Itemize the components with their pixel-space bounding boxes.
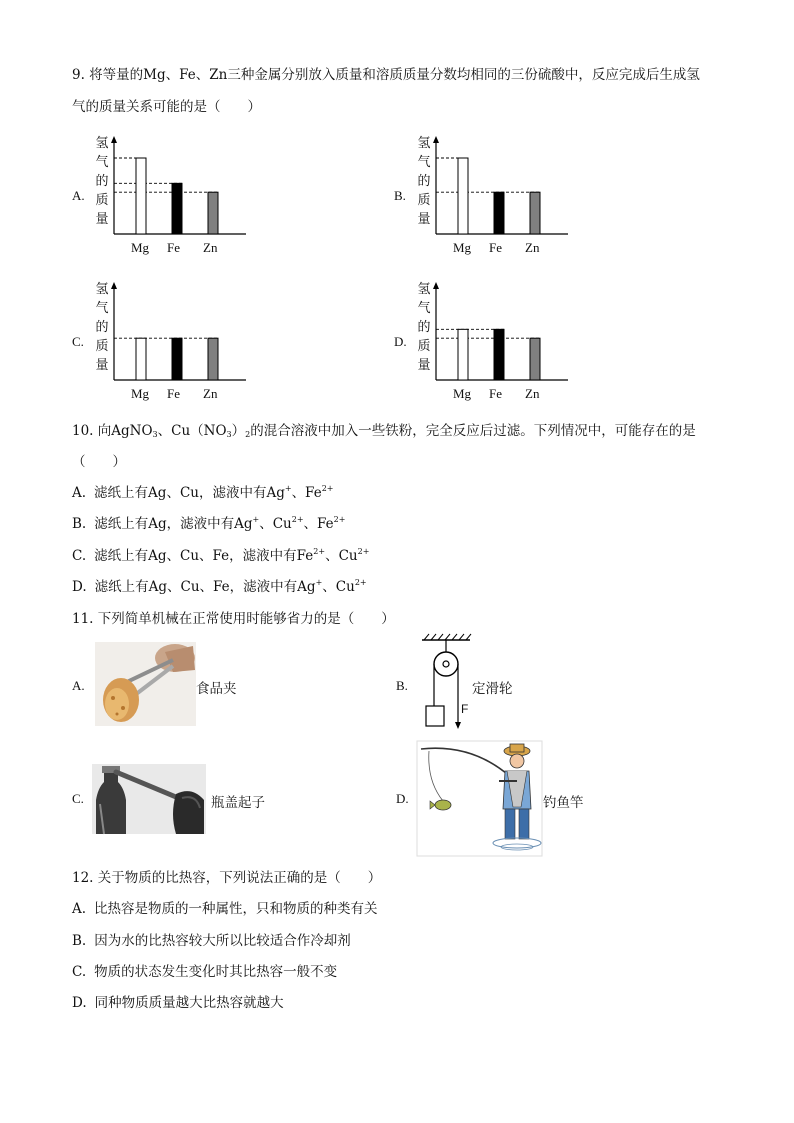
- y-axis-label-char: 氢: [417, 282, 431, 297]
- q9-bar-chart-d: [394, 274, 574, 384]
- y-axis-label-char: 的: [417, 174, 431, 189]
- q11-option-a-letter: A.: [72, 678, 85, 693]
- bar-fe: [172, 338, 182, 380]
- y-axis-arrow: [111, 136, 117, 143]
- q9-bar-chart-a: [72, 128, 252, 238]
- x-axis-label-zn: Zn: [203, 240, 218, 255]
- q9-option-a-letter: A.: [72, 188, 85, 203]
- q9-bar-chart-b: [394, 128, 574, 238]
- fishing-rod-icon[interactable]: [417, 741, 542, 856]
- x-axis-label-zn: Zn: [525, 386, 540, 401]
- q11-option-c-letter: C.: [72, 791, 84, 806]
- q9-option-c-letter: C.: [72, 334, 84, 349]
- bar-zn: [208, 338, 218, 380]
- q11-stem: 11. 下列简单机械在正常使用时能够省力的是（ ）: [72, 611, 395, 627]
- q12-option-b[interactable]: B. 因为水的比热容较大所以比较适合作冷却剂: [72, 933, 351, 949]
- q11-option-c-label: 瓶盖起子: [211, 795, 265, 811]
- bar-zn: [530, 192, 540, 234]
- q9-option-b-chart[interactable]: [394, 128, 574, 263]
- q12-option-c[interactable]: C. 物质的状态发生变化时其比热容一般不变: [72, 964, 338, 980]
- y-axis-label-char: 质: [417, 193, 431, 208]
- q12-stem: 12. 关于物质的比热容，下列说法正确的是（ ）: [72, 870, 382, 886]
- q10-stem-line2: （ ）: [72, 454, 126, 470]
- bar-zn: [530, 338, 540, 380]
- q11-option-a-label: 食品夹: [196, 681, 237, 697]
- y-axis-label-char: 质: [95, 339, 109, 354]
- bar-zn: [208, 192, 218, 234]
- y-axis-arrow: [433, 282, 439, 289]
- x-axis-label-mg: Mg: [453, 386, 472, 401]
- x-axis-label-zn: Zn: [203, 386, 218, 401]
- bottle-opener-icon[interactable]: [92, 764, 206, 834]
- x-axis-label-zn: Zn: [525, 240, 540, 255]
- y-axis-label-char: 的: [95, 174, 109, 189]
- y-axis-label-char: 氢: [417, 136, 431, 151]
- y-axis-label-char: 质: [95, 193, 109, 208]
- q10-option-b[interactable]: B. 滤纸上有Ag，滤液中有Ag+、$Cu^{2+}$、$Fe^{2+}$: [72, 515, 346, 532]
- x-axis-label-fe: Fe: [489, 386, 502, 401]
- q9-option-a-chart[interactable]: [72, 128, 252, 263]
- y-axis-arrow: [111, 282, 117, 289]
- y-axis-label-char: 气: [95, 301, 109, 316]
- q9-option-b-letter: B.: [394, 188, 406, 203]
- bar-mg: [136, 158, 146, 234]
- y-axis-label-char: 的: [417, 320, 431, 335]
- q11-option-b-label: 定滑轮: [472, 681, 513, 697]
- bar-fe: [494, 192, 504, 234]
- x-axis-label-mg: Mg: [131, 240, 150, 255]
- force-label-f: F: [461, 702, 469, 716]
- q11-option-d-label: 钓鱼竿: [543, 795, 584, 811]
- q10-option-a[interactable]: A. 滤纸上有Ag、Cu，滤液中有Ag+、$Fe^{2+}$: [72, 484, 334, 501]
- y-axis-label-char: 量: [417, 212, 431, 227]
- x-axis-label-mg: Mg: [131, 386, 150, 401]
- bar-mg: [458, 329, 468, 380]
- y-axis-label-char: 氢: [95, 136, 109, 151]
- q12-option-d[interactable]: D. 同种物质质量越大比热容就越大: [72, 995, 284, 1011]
- y-axis-label-char: 气: [95, 155, 109, 170]
- y-axis-label-char: 量: [95, 212, 109, 227]
- q9-option-d-chart[interactable]: [394, 274, 574, 409]
- q11-option-d-letter: D.: [396, 791, 409, 806]
- x-axis-label-mg: Mg: [453, 240, 472, 255]
- food-tongs-icon[interactable]: [95, 642, 196, 726]
- y-axis-label-char: 氢: [95, 282, 109, 297]
- y-axis-label-char: 量: [95, 358, 109, 373]
- q9-stem-line2: 气的质量关系可能的是（ ）: [72, 99, 261, 115]
- y-axis-label-char: 气: [417, 301, 431, 316]
- bar-fe: [494, 329, 504, 380]
- q9-option-d-letter: D.: [394, 334, 407, 349]
- q9-stem-line1: 9. 将等量的Mg、Fe、Zn三种金属分别放入质量和溶质质量分数均相同的三份硫酸中，反应完成后生成氢: [72, 67, 700, 83]
- bar-mg: [458, 158, 468, 234]
- y-axis-label-char: 气: [417, 155, 431, 170]
- bar-fe: [172, 183, 182, 234]
- x-axis-label-fe: Fe: [167, 386, 180, 401]
- fixed-pulley-icon[interactable]: [420, 634, 472, 734]
- x-axis-label-fe: Fe: [489, 240, 502, 255]
- x-axis-label-fe: Fe: [167, 240, 180, 255]
- y-axis-arrow: [433, 136, 439, 143]
- q9-option-c-chart[interactable]: [72, 274, 252, 409]
- q10-option-d[interactable]: D. 滤纸上有Ag、Cu、Fe，滤液中有Ag+、$Cu^{2+}$: [72, 578, 367, 595]
- q10-stem-line1: 10. 向AgNO$_3$、$Cu(NO_3)_2$的混合溶液中加入一些铁粉，完全反应后过滤。下列情况中，可能存在的是: [72, 423, 696, 439]
- bar-mg: [136, 338, 146, 380]
- y-axis-label-char: 量: [417, 358, 431, 373]
- y-axis-label-char: 质: [417, 339, 431, 354]
- q11-option-b-letter: B.: [396, 678, 408, 693]
- q9-bar-chart-c: [72, 274, 252, 384]
- y-axis-label-char: 的: [95, 320, 109, 335]
- q12-option-a[interactable]: A. 比热容是物质的一种属性，只和物质的种类有关: [72, 901, 378, 917]
- q10-option-c[interactable]: C. 滤纸上有Ag、Cu、Fe，滤液中有$Fe^{2+}$、$Cu^{2+}$: [72, 547, 370, 564]
